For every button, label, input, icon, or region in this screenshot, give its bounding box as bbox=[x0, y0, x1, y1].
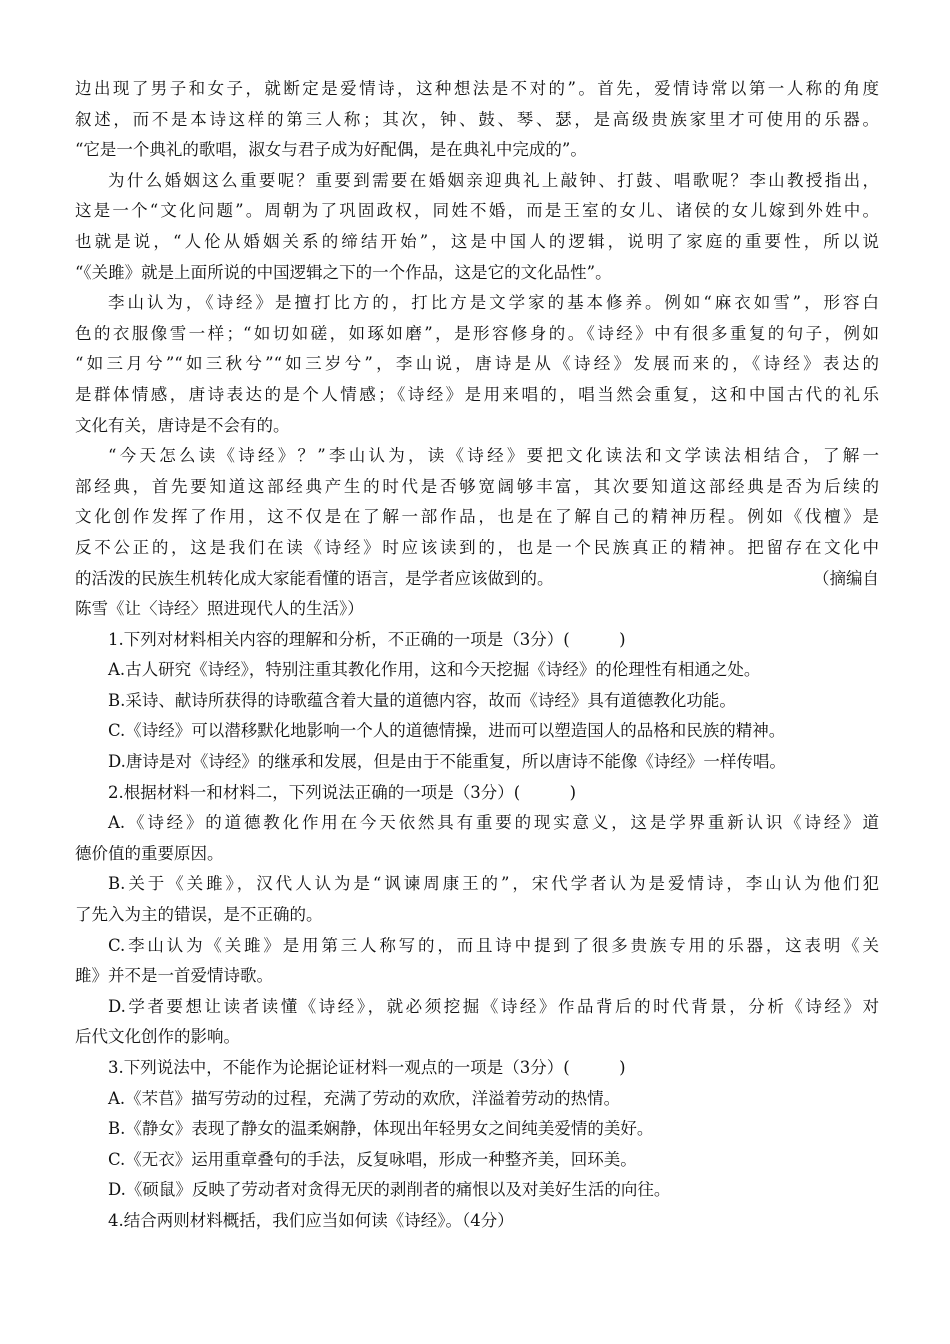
question-4-stem: 4.结合两则材料概括，我们应当如何读《诗经》。（4分） bbox=[108, 1210, 514, 1230]
paragraph-line: 色的衣服像雪一样；“如切如磋，如琢如磨”，是形容修身的。《诗经》中有很多重复的句子，例如 bbox=[75, 323, 879, 343]
question-2-option-a-cont: 德价值的重要原因。 bbox=[75, 843, 224, 863]
question-2-option-d-cont: 后代文化创作的影响。 bbox=[75, 1027, 240, 1047]
question-1-option-c: C.《诗经》可以潜移默化地影响一个人的道德情操，进而可以塑造国人的品格和民族的精神。 bbox=[108, 721, 786, 741]
paragraph-line: 文化有关，唐诗是不会有的。 bbox=[75, 415, 290, 435]
question-2-option-a: A.《诗经》的道德教化作用在今天依然具有重要的现实意义，这是学界重新认识《诗经》道 bbox=[108, 813, 879, 833]
paragraph-line: 为什么婚姻这么重要呢？重要到需要在婚姻亲迎典礼上敲钟、打鼓、唱歌呢？李山教授指出， bbox=[108, 170, 879, 190]
paragraph-line: 李山认为，《诗经》是擅打比方的，打比方是文学家的基本修养。例如“麻衣如雪”，形容白 bbox=[108, 293, 879, 313]
paragraph-line: 也就是说，“人伦从婚姻关系的缔结开始”，这是中国人的逻辑，说明了家庭的重要性，所以说 bbox=[75, 231, 879, 251]
question-2-option-b-cont: 了先入为主的错误，是不正确的。 bbox=[75, 905, 323, 925]
paragraph-line: 反不公正的，这是我们在读《诗经》时应该读到的，也是一个民族真正的精神。把留存在文化中 bbox=[75, 537, 879, 557]
exam-page bbox=[75, 74, 879, 1237]
paragraph-line: 是群体情感，唐诗表达的是个人情感；《诗经》是用来唱的，唱当然会重复，这和中国古代的礼乐 bbox=[75, 384, 879, 404]
question-1-option-b: B.采诗、献诗所获得的诗歌蕴含着大量的道德内容，故而《诗经》具有道德教化功能。 bbox=[108, 690, 736, 710]
paragraph-line bbox=[75, 564, 879, 595]
paragraph-line: 文化创作发挥了作用，这不仅是在了解一部作品，也是在了解自己的精神历程。例如《伐檀》是 bbox=[75, 507, 879, 527]
question-1-option-a: A.古人研究《诗经》，特别注重其教化作用，这和今天挖掘《诗经》的伦理性有相通之处。 bbox=[108, 660, 761, 680]
question-2-option-c: C.李山认为《关雎》是用第三人称写的，而且诗中提到了很多贵族专用的乐器，这表明《关 bbox=[108, 935, 879, 955]
question-2-option-d: D.学者要想让读者读懂《诗经》，就必须挖掘《诗经》作品背后的时代背景，分析《诗经》对 bbox=[108, 996, 879, 1016]
paragraph-line: 这是一个“文化问题”。周朝为了巩固政权，同姓不婚，而是王室的女儿、诸侯的女儿嫁到外姓中。 bbox=[75, 201, 879, 221]
question-2-option-c-cont: 雎》并不是一首爱情诗歌。 bbox=[75, 966, 273, 986]
paragraph-line: 部经典，首先要知道这部经典产生的时代是否够宽阔够丰富，其次要知道这部经典是否为后续的 bbox=[75, 476, 879, 496]
question-2-option-b: B.关于《关雎》，汉代人认为是“讽谏周康王的”，宋代学者认为是爱情诗，李山认为他们犯 bbox=[108, 874, 879, 894]
question-1-option-d: D.唐诗是对《诗经》的继承和发展，但是由于不能重复，所以唐诗不能像《诗经》一样传唱。 bbox=[108, 752, 786, 772]
question-2-stem: 2.根据材料一和材料二，下列说法正确的一项是（3分）( ) bbox=[108, 782, 577, 802]
source-citation-start: （摘编自 bbox=[813, 568, 879, 588]
question-3-option-d: D.《硕鼠》反映了劳动者对贪得无厌的剥削者的痛恨以及对美好生活的向往。 bbox=[108, 1180, 671, 1200]
paragraph-line: 边出现了男子和女子，就断定是爱情诗，这种想法是不对的”。首先，爱情诗常以第一人称的角度 bbox=[75, 79, 879, 98]
question-1-stem: 1.下列对材料相关内容的理解和分析，不正确的一项是（3分）( ) bbox=[108, 629, 626, 649]
paragraph-line: “今天怎么读《诗经》？”李山认为，读《诗经》要把文化读法和文学读法相结合，了解一 bbox=[108, 446, 879, 466]
paragraph-line: “它是一个典礼的歌唱，淑女与君子成为好配偶，是在典礼中完成的”。 bbox=[75, 140, 587, 160]
paragraph-text: 的活泼的民族生机转化成大家能看懂的语言，是学者应该做到的。 bbox=[75, 568, 554, 588]
paragraph-line: 叙述，而不是本诗这样的第三人称；其次，钟、鼓、琴、瑟，是高级贵族家里才可使用的乐器。 bbox=[75, 109, 879, 129]
question-3-stem: 3.下列说法中，不能作为论据论证材料一观点的一项是（3分）( ) bbox=[108, 1058, 626, 1077]
question-3-option-c: C.《无衣》运用重章叠句的手法，反复咏唱，形成一种整齐美，回环美。 bbox=[108, 1149, 637, 1169]
question-3-option-a: A.《芣苢》描写劳动的过程，充满了劳动的欢欣，洋溢着劳动的热情。 bbox=[108, 1088, 621, 1108]
source-citation-end: 陈雪《让〈诗经〉照进现代人的生活》） bbox=[75, 599, 364, 619]
paragraph-line: “如三月兮”“如三秋兮”“如三岁兮”，李山说，唐诗是从《诗经》发展而来的，《诗经》表达的 bbox=[75, 354, 879, 374]
question-3-option-b: B.《静女》表现了静女的温柔娴静，体现出年轻男女之间纯美爱情的美好。 bbox=[108, 1119, 654, 1139]
paragraph-line: “《关雎》就是上面所说的中国逻辑之下的一个作品，这是它的文化品性”。 bbox=[75, 262, 612, 282]
